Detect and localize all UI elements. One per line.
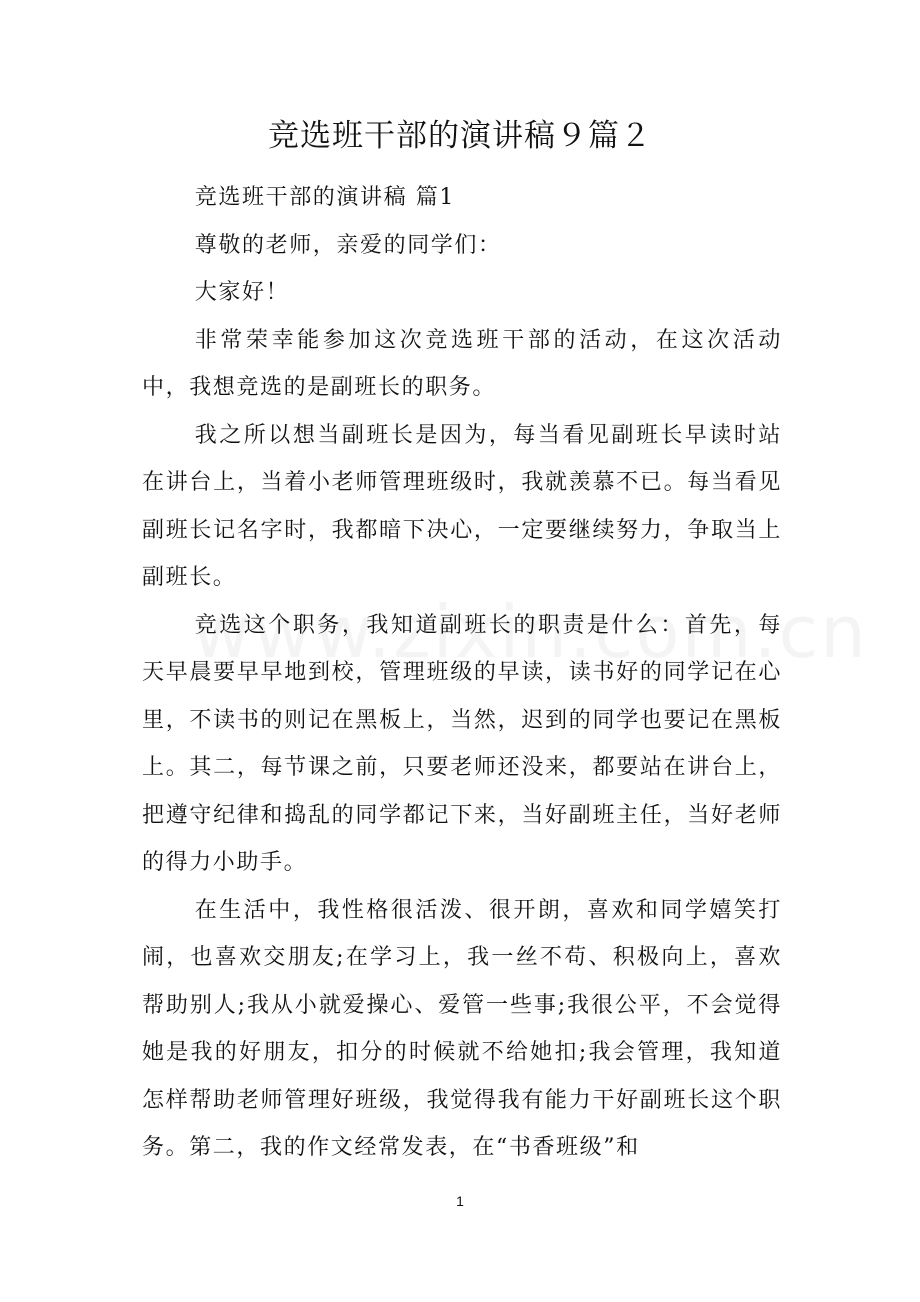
greeting: 大家好！ — [194, 280, 290, 305]
page-number: 1 — [456, 1193, 464, 1209]
salutation: 尊敬的老师，亲爱的同学们： — [194, 232, 502, 258]
document-title: 竞选班干部的演讲稿９篇２ — [268, 118, 652, 154]
body-paragraph: 非常荣幸能参加这次竞选班干部的活动，在这次活动中，我想竞选的是副班长的职务。 — [142, 327, 782, 400]
section-heading: 竞选班干部的演讲稿 篇1 — [194, 185, 455, 210]
body-paragraph: 我之所以想当副班长是因为，每当看见副班长早读时站在讲台上，当着小老师管理班级时，我就羡慕不已。每当看见副班长记名字时，我都暗下决心，一定要继续努力，争取当上副班长。 — [142, 422, 782, 590]
document-body — [142, 174, 782, 1172]
body-paragraph: 竞选这个职务，我知道副班长的职责是什么：首先，每天早晨要早早地到校，管理班级的早读，读书好的同学记在心里，不读书的则记在黑板上，当然，迟到的同学也要记在黑板上。其二，每节课之前，只要老师还没来，都要站在讲台上，把遵守纪律和捣乱的同学都记下来，当好副班主任，当好老师的得力小助手。 — [142, 612, 782, 875]
body-paragraph: 在生活中，我性格很活泼、很开朗，喜欢和同学嬉笑打闹，也喜欢交朋友;在学习上，我一丝不苟、积极向上，喜欢帮助别人;我从小就爱操心、爱管一些事;我很公平，不会觉得她是我的好朋友，扣分的时候就不给她扣;我会管理，我知道怎样帮助老师管理好班级，我觉得我有能力干好副班长这个职务。第二，我的作文经常发表，在“书香班级”和 — [142, 897, 782, 1160]
